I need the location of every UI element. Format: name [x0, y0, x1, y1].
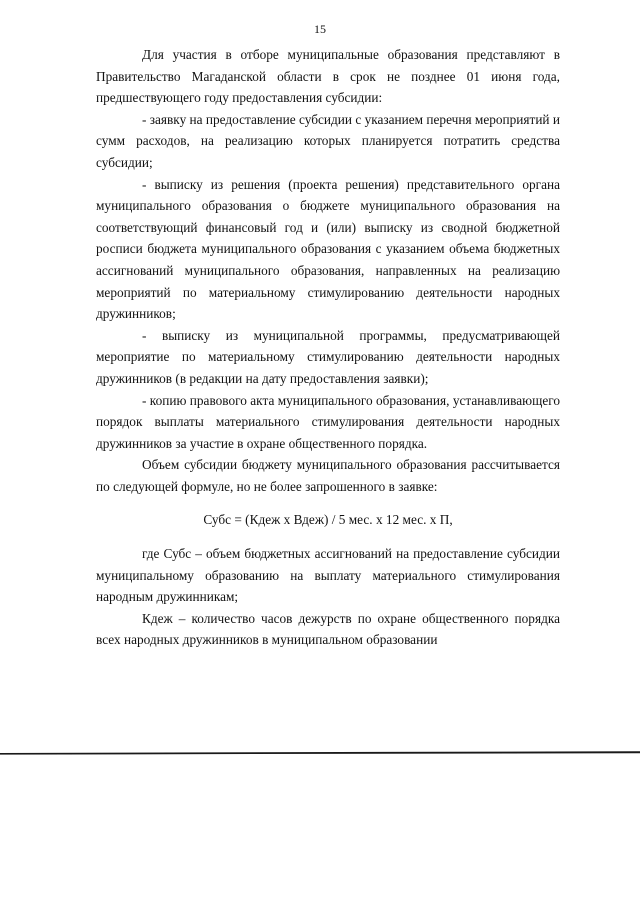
paragraph-subs-definition: где Субс – объем бюджетных ассигнований на предоставление субсидии муниципальному образованию на выплату материального стимулирования народным дружинникам;: [96, 546, 560, 605]
paragraph-legal-act-copy: - копию правового акта муниципального образования, устанавливающего порядок выплаты материального стимулирования деятельности народных дружинников за участие в охране общественного порядка.: [96, 392, 560, 451]
paragraph-kdezh-definition: Кдеж – количество часов дежурств по охране общественного порядка всех народных дружинников в муниципальном образовании: [96, 610, 560, 648]
page-number: 15: [314, 22, 326, 36]
document-body: [96, 44, 560, 651]
footer-rule: [0, 748, 640, 756]
paragraph-budget-extract: - выписку из решения (проекта решения) представительного органа муниципального образования о бюджете муниципального образования на соответствующий финансовый год и (или) выписку из сводной бюджетной росписи бюджета муниципального образования с указанием объема бюджетных ассигнований муниципального образования, направленных на реализацию мероприятий по материальному стимулированию деятельности народных дружинников;: [96, 176, 560, 322]
paragraph-program-extract: - выписку из муниципальной программы, предусматривающей мероприятие по материальному стимулированию деятельности народных дружинников (в редакции на дату предоставления заявки);: [96, 327, 560, 386]
paragraph-application: - заявку на предоставление субсидии с указанием перечня мероприятий и сумм расходов, на реализацию которых планируется потратить средства субсидии;: [96, 111, 560, 170]
paragraph-intro: Для участия в отборе муниципальные образования представляют в Правительство Магаданской области в срок не позднее 01 июня года, предшествующего году предоставления субсидии:: [96, 47, 560, 106]
paragraph-subsidy-calculation: Объем субсидии бюджету муниципального образования рассчитывается по следующей формуле, но не более запрошенного в заявке:: [96, 457, 560, 494]
formula: Субс = (Кдеж х Вдеж) / 5 мес. х 12 мес. х П,: [203, 512, 453, 528]
